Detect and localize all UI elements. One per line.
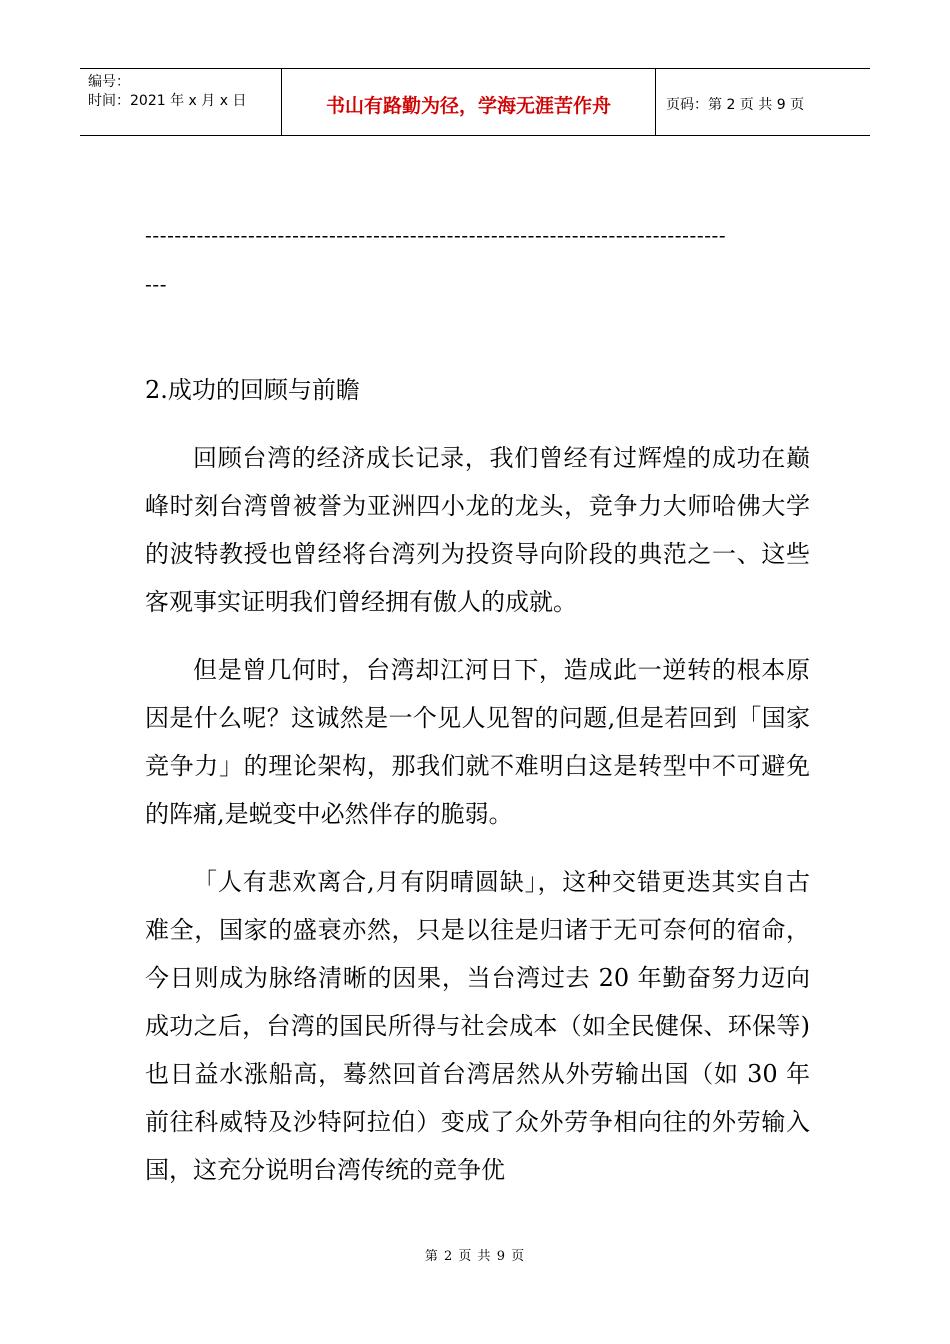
page-footer: 第 2 页 共 9 页 <box>424 1249 526 1264</box>
document-number-label: 编号： <box>88 74 130 90</box>
document-body <box>145 366 810 1214</box>
paragraph: 「人有悲欢离合,月有阴晴圆缺」，这种交错更迭其实自古难全，国家的盛衰亦然，只是以往是归诸于无可奈何的宿命，今日则成为脉络清晰的因果，当台湾过去 20 年勤奋努力迈向成功之后，台湾的国民所得与社会成本（如全民健保、环保等)也日益水涨船高，蓦然回首台湾居然从外劳输出国（如 30 年前往科威特及沙特阿拉伯）变成了众外劳争相向往的外劳输入国，这充分说明台湾传统的竞争优 <box>145 868 810 1184</box>
document-time: 时间：2021 年 x 月 x 日 <box>88 93 247 109</box>
header-page-info: 页码：第 2 页 共 9 页 <box>666 97 805 113</box>
header-meta <box>80 69 282 135</box>
dashed-divider-tail: --- <box>145 272 168 296</box>
paragraph: 回顾台湾的经济成长记录，我们曾经有过辉煌的成功在巅峰时刻台湾曾被誉为亚洲四小龙的龙头，竞争力大师哈佛大学的波特教授也曾经将台湾列为投资导向阶段的典范之一、这些客观事实证明我们曾经拥有傲人的成就。 <box>145 444 810 616</box>
document-header <box>80 68 870 136</box>
paragraph: 但是曾几何时，台湾却江河日下，造成此一逆转的根本原因是什么呢？这诚然是一个见人见智的问题,但是若回到「国家竞争力」的理论架构，那我们就不难明白这是转型中不可避免的阵痛,是蜕变中必然伴存的脆弱。 <box>145 656 810 828</box>
dashed-divider-line: ------------------------------------------------------------------------------- <box>145 223 727 247</box>
section-heading: 2.成功的回顾与前瞻 <box>145 376 360 404</box>
header-motto: 书山有路勤为径，学海无涯苦作舟 <box>282 69 656 135</box>
